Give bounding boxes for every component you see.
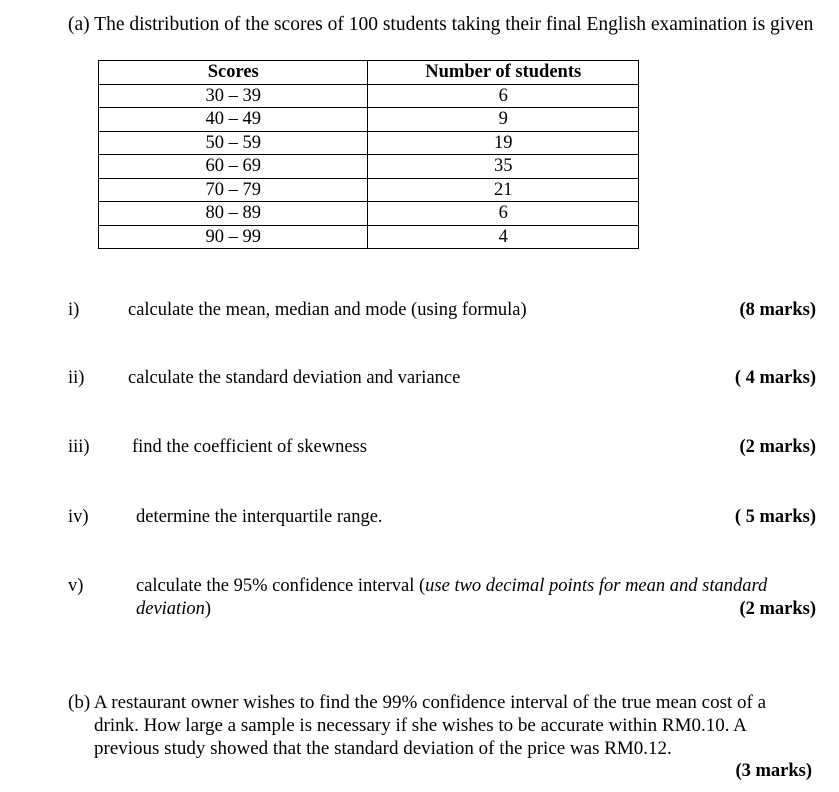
- part-b-question: [68, 691, 828, 760]
- score-range-cell: 30 – 39: [99, 84, 368, 108]
- table-row: [99, 178, 639, 202]
- question-text-v-end: ): [204, 599, 212, 619]
- column-header-scores: Scores: [99, 61, 368, 85]
- question-text-v-italic-2: deviation: [136, 599, 205, 619]
- marks-v: (2 marks): [739, 599, 816, 619]
- table-row: [99, 202, 639, 226]
- part-b-line-2: drink. How large a sample is necessary if she wishes to be accurate within RM0.10. A: [94, 715, 747, 736]
- part-b-line-3: previous study showed that the standard deviation of the price was RM0.12.: [94, 738, 672, 759]
- score-range-cell: 60 – 69: [99, 155, 368, 179]
- score-range-cell: 80 – 89: [99, 202, 368, 226]
- question-text-v: [136, 576, 767, 597]
- part-a-intro: (a) The distribution of the scores of 100 students taking their final English examination is given: [68, 14, 814, 35]
- marks-b: (3 marks): [735, 761, 812, 781]
- marks-ii: ( 4 marks): [734, 368, 816, 388]
- question-number-i: i): [68, 300, 80, 320]
- question-number-v: v): [68, 576, 84, 596]
- question-text-v-line-2: [136, 599, 211, 620]
- student-count-cell: 21: [368, 178, 639, 202]
- student-count-cell: 4: [368, 225, 639, 249]
- question-number-iii: iii): [68, 437, 90, 457]
- score-range-cell: 40 – 49: [99, 108, 368, 132]
- question-text-iii: find the coefficient of skewness: [132, 437, 367, 457]
- table-row: [99, 155, 639, 179]
- table-header-row: [99, 61, 639, 85]
- part-b-line-1: (b) A restaurant owner wishes to find the 99% confidence interval of the true mean cost of a: [68, 692, 767, 713]
- student-count-cell: 6: [368, 84, 639, 108]
- question-number-iv: iv): [68, 507, 89, 527]
- student-count-cell: 9: [368, 108, 639, 132]
- table-row: [99, 108, 639, 132]
- score-range-cell: 70 – 79: [99, 178, 368, 202]
- student-count-cell: 19: [368, 131, 639, 155]
- question-text-iv: determine the interquartile range.: [136, 507, 383, 527]
- marks-i: (8 marks): [739, 300, 816, 320]
- question-text-v-italic-1: use two decimal points for mean and standard: [425, 576, 768, 596]
- marks-iv: ( 5 marks): [734, 507, 816, 527]
- score-range-cell: 50 – 59: [99, 131, 368, 155]
- table-row: [99, 225, 639, 249]
- marks-iii: (2 marks): [739, 437, 816, 457]
- question-number-ii: ii): [68, 368, 85, 388]
- table-row: [99, 84, 639, 108]
- table-row: [99, 131, 639, 155]
- column-header-number-of-students: Number of students: [368, 61, 639, 85]
- student-count-cell: 6: [368, 202, 639, 226]
- question-text-ii: calculate the standard deviation and variance: [128, 368, 461, 388]
- score-distribution-table: [98, 60, 639, 249]
- score-range-cell: 90 – 99: [99, 225, 368, 249]
- question-text-v-start: calculate the 95% confidence interval (: [136, 576, 426, 596]
- question-text-i: calculate the mean, median and mode (using formula): [128, 300, 527, 320]
- student-count-cell: 35: [368, 155, 639, 179]
